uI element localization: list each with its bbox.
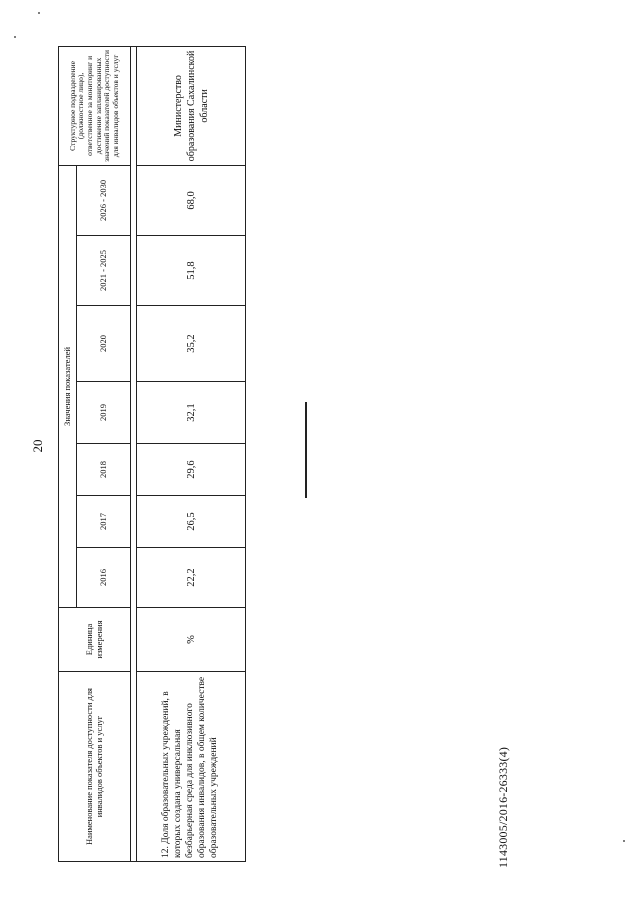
header-year: 2017: [77, 496, 131, 548]
header-values-group: Значения показателей: [59, 165, 77, 607]
row-value: 22,2: [137, 548, 246, 608]
page-number: 20: [30, 439, 45, 453]
row-value: 32,1: [137, 382, 246, 444]
header-year: 2018: [77, 444, 131, 496]
row-value: 68,0: [137, 165, 246, 235]
header-year: 2016: [77, 548, 131, 608]
scan-speck: [38, 12, 40, 14]
header-responsible: Структурное подразделение (должностное лицо), ответственное за мониторинг и достижение запланированных значений показателей доступности для инвалидов объектов и услуг: [59, 46, 131, 165]
header-year: 2026 - 2030: [77, 165, 131, 235]
row-indicator-name: 12. Доля образовательных учреждений, в которых создана универсальная безбарьерная среда для инклюзивного образования инвалидов, в общем количестве образовательных учреждений: [137, 672, 246, 862]
header-unit: Единица измерения: [59, 608, 131, 672]
table-row: [137, 46, 246, 861]
row-responsible: Министерство образования Сахалинской области: [137, 46, 246, 165]
header-year: 2021 - 2025: [77, 236, 131, 306]
row-value: 29,6: [137, 444, 246, 496]
row-value: 26,5: [137, 496, 246, 548]
header-year: 2020: [77, 306, 131, 382]
indicator-table: [58, 46, 246, 862]
document-code: 1143005/2016-26333(4): [496, 746, 510, 868]
indicator-table-rotated: [58, 47, 246, 862]
row-value: 35,2: [137, 306, 246, 382]
scan-speck: [623, 840, 625, 842]
header-year: 2019: [77, 382, 131, 444]
scan-speck: [14, 36, 16, 38]
separator-line: [305, 402, 307, 498]
row-unit: %: [137, 608, 246, 672]
header-name: Наименование показателя доступности для инвалидов объектов и услуг: [59, 672, 131, 862]
row-value: 51,8: [137, 236, 246, 306]
